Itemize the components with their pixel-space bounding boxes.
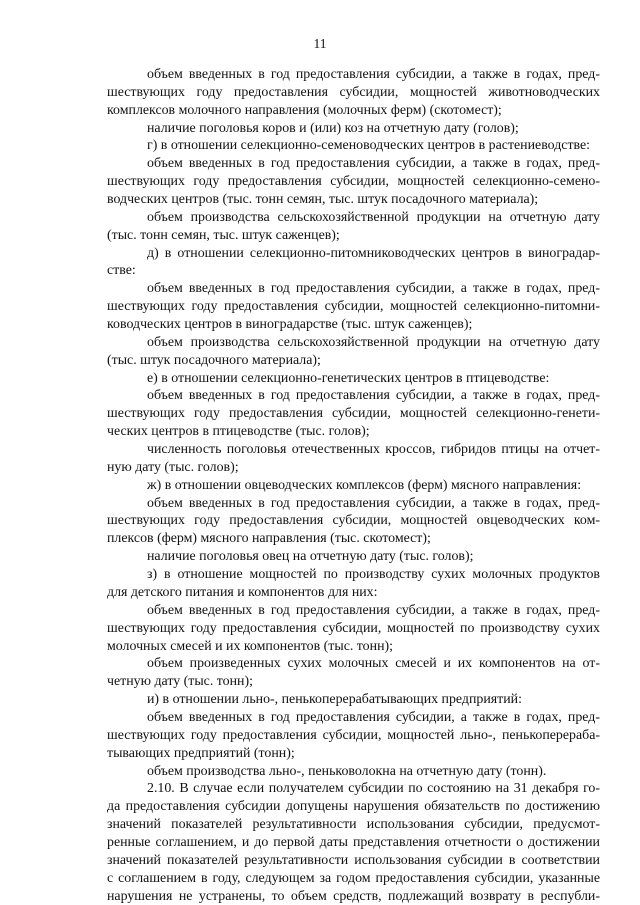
text-line: (тыс. штук посадочного материала);: [107, 352, 321, 368]
text-line: шествующих году предоставления субсидии, мощностей овцеводческих ком-: [107, 513, 600, 529]
text-line: значений показателей результативности использования субсидии, предусмот-: [107, 817, 600, 833]
text-line: объем введенных в год предоставления субсидии, а также в годах, пред-: [147, 67, 600, 82]
text-line: объем введенных в год предоставления субсидии, а также в годах, пред-: [147, 388, 600, 404]
text-line: молочных смесей и их компонентов (тыс. тонн);: [107, 638, 393, 654]
text-line: стве:: [107, 263, 136, 279]
text-line: шествующих году предоставления субсидии, мощностей животноводческих: [107, 84, 600, 100]
text-line: да предоставления субсидии допущены нарушения обязательств по достижению: [107, 799, 600, 815]
text-line: водческих центров (тыс. тонн семян, тыс. штук посадочного материала);: [107, 192, 539, 208]
text-line: объем введенных в год предоставления субсидии, а также в годах, пред-: [147, 709, 600, 725]
text-line: для детского питания и компонентов для них:: [107, 584, 378, 600]
text-line: наличие поголовья овец на отчетную дату (тыс. голов);: [147, 549, 474, 565]
text-line: объем произведенных сухих молочных смесей и их компонентов на от-: [147, 656, 600, 672]
text-line: (тыс. тонн семян, тыс. штук саженцев);: [107, 227, 340, 243]
text-line: плексов (ферм) мясного направления (тыс. скотомест);: [107, 531, 431, 547]
text-line: объем производства льно-, пеньковолокна на отчетную дату (тонн).: [147, 763, 547, 779]
text-line: значений показателей результативности использования субсидии в соответствии: [107, 852, 600, 868]
text-line: шествующих году предоставления субсидии, мощностей селекционно-питомни-: [107, 299, 600, 315]
text-line: д) в отношении селекционно-питомниководческих центров в виноградар-: [147, 245, 600, 261]
text-line: ную дату (тыс. голов);: [107, 459, 239, 475]
text-line: объем производства сельскохозяйственной продукции на отчетную дату: [147, 209, 600, 225]
text-line: численность поголовья отечественных кроссов, гибридов птицы на отчет-: [147, 442, 600, 458]
text-line: ренные соглашением, и до первой даты представления отчетности о достижении: [107, 834, 600, 850]
text-line: г) в отношении селекционно-семеноводческих центров в растениеводстве:: [147, 138, 591, 154]
text-line: объем введенных в год предоставления субсидии, а также в годах, пред-: [147, 495, 600, 511]
text-line: е) в отношении селекционно-генетических центров в птицеводстве:: [147, 370, 550, 386]
text-line: з) в отношение мощностей по производству сухих молочных продуктов: [147, 567, 600, 583]
text-line: комплексов молочного направления (молочных ферм) (скотомест);: [107, 102, 502, 118]
text-line: ж) в отношении овцеводческих комплексов (ферм) мясного направления:: [147, 477, 582, 493]
document-body: [107, 66, 600, 905]
text-line: четную дату (тыс. тонн);: [107, 674, 253, 690]
text-line: шествующих году предоставления субсидии, мощностей селекционно-семено-: [107, 174, 600, 190]
text-line: объем введенных в год предоставления субсидии, а также в годах, пред-: [147, 156, 600, 172]
text-line: объем введенных в год предоставления субсидии, а также в годах, пред-: [147, 602, 600, 618]
text-line: с соглашением в году, следующем за годом предоставления субсидии, указанные: [107, 870, 600, 886]
text-line: объем производства сельскохозяйственной продукции на отчетную дату: [147, 334, 600, 350]
text-line: наличие поголовья коров и (или) коз на отчетную дату (голов);: [147, 120, 519, 136]
text-line: нарушения не устранены, то объем средств, подлежащий возврату в республи-: [107, 888, 600, 904]
text-line: шествующих году предоставления субсидии, мощностей льно-, пенькоперераба-: [107, 727, 600, 743]
text-line: тывающих предприятий (тонн);: [107, 745, 295, 761]
page-number: 11: [313, 36, 327, 51]
text-line: ческих центров в птицеводстве (тыс. голов);: [107, 424, 370, 440]
text-line: ководческих центров в виноградарстве (тыс. штук саженцев);: [107, 317, 473, 333]
text-line: шествующих году предоставления субсидии, мощностей по производству сухих: [107, 620, 600, 636]
text-line: шествующих году предоставления субсидии, мощностей селекционно-генети-: [107, 406, 600, 422]
text-line: и) в отношении льно-, пенькоперерабатывающих предприятий:: [147, 692, 522, 708]
text-line: объем введенных в год предоставления субсидии, а также в годах, пред-: [147, 281, 600, 297]
text-line: 2.10. В случае если получателем субсидии по состоянию на 31 декабря го-: [147, 781, 600, 797]
